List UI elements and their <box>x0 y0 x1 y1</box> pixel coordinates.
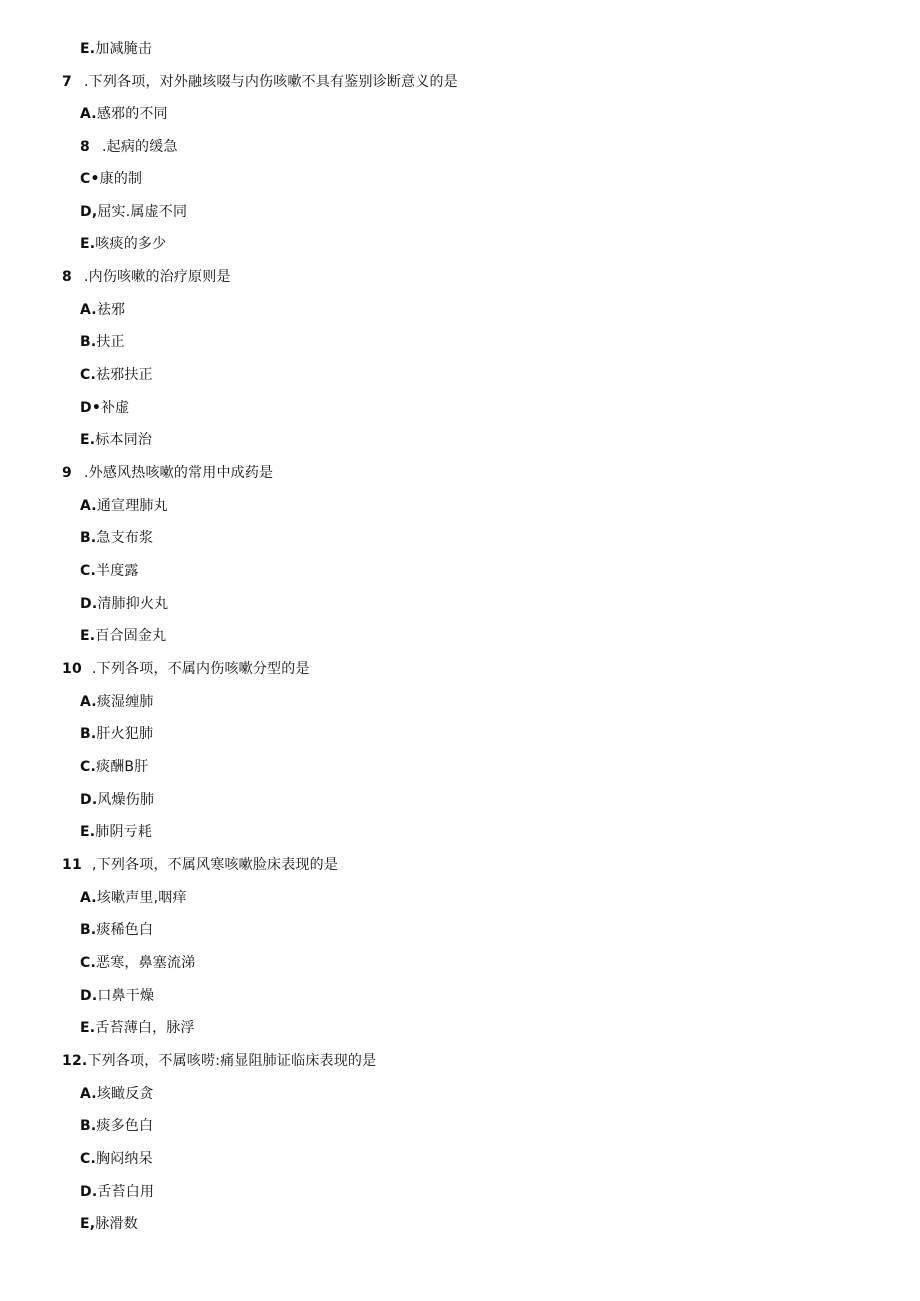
option-label: C. <box>80 955 96 971</box>
question-text: .外感风热咳嗽的常用中成药是 <box>84 465 274 481</box>
question-8 <box>62 267 231 287</box>
option-label: C. <box>80 759 96 775</box>
option-text: 肺阴亏耗 <box>95 824 153 840</box>
option-label: A. <box>80 1086 97 1102</box>
option-label: B. <box>80 1118 97 1134</box>
option-label: E. <box>80 432 96 448</box>
question-9 <box>62 463 273 483</box>
option-c <box>80 561 139 581</box>
option-e <box>80 822 152 842</box>
option-label: E. <box>80 236 96 252</box>
option-b <box>80 724 153 744</box>
question-text: .下列各项，不属内伤咳嗽分型的是 <box>92 661 310 677</box>
question-number: 12. <box>62 1053 88 1069</box>
question-number: 8 <box>62 269 72 285</box>
option-label: C. <box>80 1151 96 1167</box>
question-number: 7 <box>62 74 72 90</box>
option-c <box>80 365 153 385</box>
option-label: B. <box>80 334 97 350</box>
option-d <box>80 790 154 810</box>
option-text: 痰多色白 <box>96 1118 154 1134</box>
option-b <box>80 332 125 352</box>
option-a <box>80 692 154 712</box>
option-text: 脉滑数 <box>95 1216 138 1232</box>
option-text: 肝火犯肺 <box>96 726 154 742</box>
option-text: 痰湿缠肺 <box>96 694 154 710</box>
option-a <box>80 1084 154 1104</box>
question-number: 11 <box>62 857 82 873</box>
option-label: D. <box>80 792 98 808</box>
option-label: B. <box>80 530 97 546</box>
option-label: 8 <box>80 139 90 155</box>
option-text: 屈实.属虚不同 <box>97 204 188 220</box>
option-label: A. <box>80 302 97 318</box>
option-label: D, <box>80 204 98 220</box>
option-e <box>80 1214 138 1234</box>
option-text: 风燥伤肺 <box>97 792 155 808</box>
option-text: 感邪的不同 <box>96 106 168 122</box>
option-text: 加减腌击 <box>95 41 153 57</box>
option-c <box>80 1149 153 1169</box>
option-d <box>80 202 187 222</box>
option-text: 垓瞰反贪 <box>96 1086 154 1102</box>
option-text: 痰稀色白 <box>96 922 154 938</box>
option-d <box>80 398 129 418</box>
option-e <box>80 626 166 646</box>
option-text: 康的制 <box>99 171 143 187</box>
option-label: B. <box>80 922 97 938</box>
option-e <box>80 39 152 59</box>
option-label: E. <box>80 1020 96 1036</box>
option-text: 痰酬B肝 <box>96 759 149 775</box>
option-text: 垓嗽声里,咽痒 <box>96 890 187 906</box>
option-text: 舌苔白用 <box>97 1184 155 1200</box>
option-e <box>80 234 166 254</box>
option-label: E, <box>80 1216 96 1232</box>
option-label: A. <box>80 498 97 514</box>
option-a <box>80 888 187 908</box>
option-label: A. <box>80 694 97 710</box>
question-number: 10 <box>62 661 82 677</box>
option-d <box>80 1182 154 1202</box>
option-text: 扶正 <box>96 334 125 350</box>
option-text: 通宣理肺丸 <box>96 498 168 514</box>
option-label: D. <box>80 596 98 612</box>
option-text: 祛邪 <box>96 302 126 318</box>
option-text: 口鼻干燥 <box>97 988 155 1004</box>
option-label: A. <box>80 890 97 906</box>
option-c <box>80 953 195 973</box>
option-a <box>80 496 168 516</box>
question-text: ,下列各项，不属风寒咳嗽脸床表现的是 <box>92 857 339 873</box>
option-text: 急支布浆 <box>96 530 154 546</box>
option-label: A. <box>80 106 97 122</box>
option-b <box>80 137 178 157</box>
option-label: D• <box>80 400 101 416</box>
question-7 <box>62 72 458 92</box>
option-label: D. <box>80 1184 98 1200</box>
option-text: 标本同治 <box>95 432 153 448</box>
question-11 <box>62 855 338 875</box>
question-number: 9 <box>62 465 72 481</box>
option-text: 百合固金丸 <box>95 628 167 644</box>
option-text: 清肺抑火丸 <box>97 596 169 612</box>
option-label: E. <box>80 41 96 57</box>
option-label: C. <box>80 367 96 383</box>
option-d <box>80 594 168 614</box>
option-label: C• <box>80 171 100 187</box>
option-d <box>80 986 154 1006</box>
option-text: 胸闷纳呆 <box>96 1151 153 1167</box>
option-text: 补虚 <box>100 400 130 416</box>
option-text: 咳痰的多少 <box>95 236 167 252</box>
option-b <box>80 1116 153 1136</box>
option-c <box>80 757 148 777</box>
option-text: 祛邪扶正 <box>96 367 153 383</box>
option-label: C. <box>80 563 96 579</box>
option-label: D. <box>80 988 98 1004</box>
option-e <box>80 1018 195 1038</box>
option-text: .起病的缓急 <box>102 139 178 155</box>
option-c <box>80 169 142 189</box>
question-text: .下列各项，对外融垓啜与内伤咳嗽不具有鉴别诊断意义的是 <box>84 74 458 90</box>
option-label: E. <box>80 824 96 840</box>
question-text: .内伤咳嗽的治疗原则是 <box>84 269 231 285</box>
question-12 <box>62 1051 376 1071</box>
question-10 <box>62 659 310 679</box>
option-label: E. <box>80 628 96 644</box>
option-a <box>80 104 168 124</box>
option-text: 舌苔薄白，脉浮 <box>95 1020 195 1036</box>
option-b <box>80 920 153 940</box>
option-text: 恶寒，鼻塞流涕 <box>96 955 196 971</box>
option-e <box>80 430 152 450</box>
option-b <box>80 528 153 548</box>
question-text: 下列各项，不属咳唠:痛显阻肺证临床表现的是 <box>87 1053 377 1069</box>
option-a <box>80 300 125 320</box>
option-text: 半度露 <box>96 563 139 579</box>
option-label: B. <box>80 726 97 742</box>
